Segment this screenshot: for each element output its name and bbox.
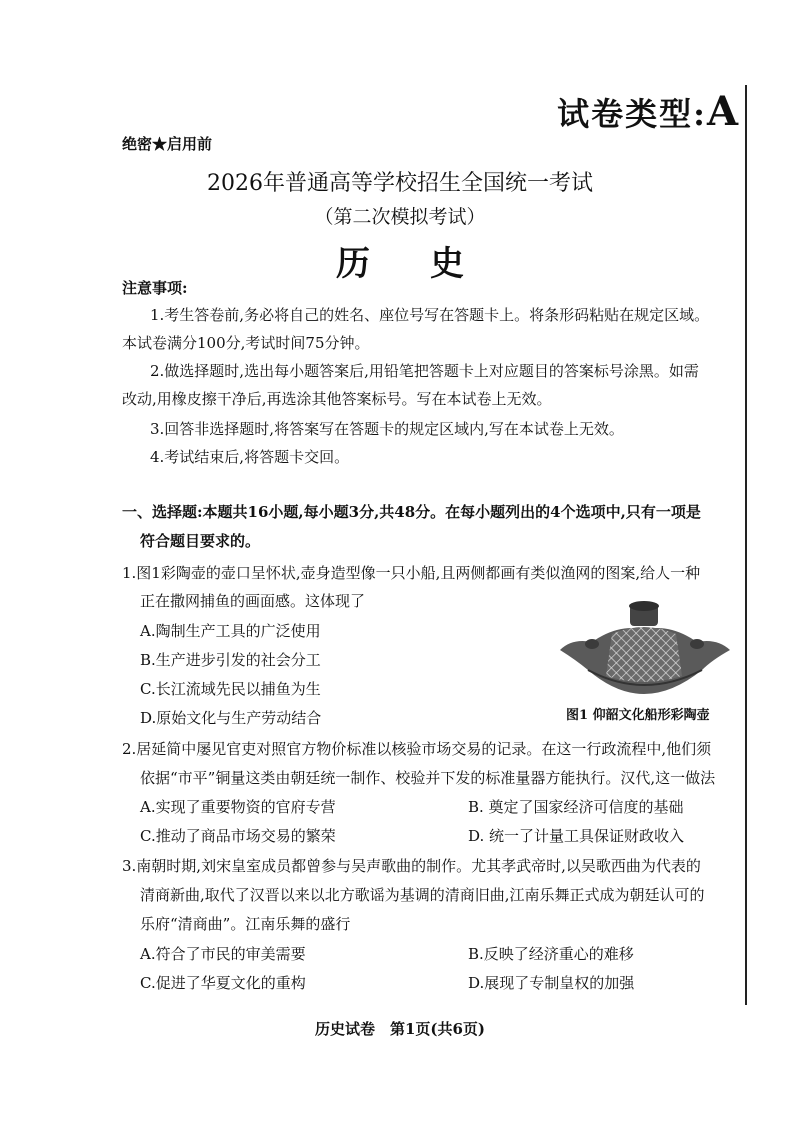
figure-caption: 图1 仰韶文化船形彩陶壶 bbox=[566, 708, 710, 723]
subject-title: 历史 bbox=[336, 244, 524, 284]
question-2-stem: 依据“市平”铜量这类由朝廷统一制作、校验并下发的标准量器方能执行。汉代,这一做法 bbox=[140, 769, 716, 787]
notice-line: 本试卷满分100分,考试时间75分钟。 bbox=[122, 334, 370, 352]
notice-line: 改动,用橡皮擦干净后,再选涂其他答案标号。写在本试卷上无效。 bbox=[122, 390, 552, 408]
notice-heading: 注意事项: bbox=[122, 279, 188, 297]
question-2-option-c: C.推动了商品市场交易的繁荣 bbox=[140, 827, 336, 845]
question-3-option-a: A.符合了市民的审美需要 bbox=[140, 945, 306, 963]
exam-title: 2026年普通高等学校招生全国统一考试 bbox=[207, 171, 593, 196]
notice-line: 2.做选择题时,选出每小题答案后,用铅笔把答题卡上对应题目的答案标号涂黑。如需 bbox=[150, 362, 699, 380]
question-1-option-c: C.长江流域先民以捕鱼为生 bbox=[140, 680, 321, 698]
paper-type-letter: A bbox=[706, 88, 740, 135]
question-3-stem: 乐府“清商曲”。江南乐舞的盛行 bbox=[140, 915, 351, 933]
question-3-stem: 3.南朝时期,刘宋皇室成员都曾参与吴声歌曲的制作。尤其孝武帝时,以吴歌西曲为代表的 bbox=[122, 857, 701, 875]
question-1-option-a: A.陶制生产工具的广泛使用 bbox=[140, 622, 321, 640]
question-1-option-d: D.原始文化与生产劳动结合 bbox=[140, 709, 322, 727]
notice-line: 1.考生答卷前,务必将自己的姓名、座位号写在答题卡上。将条形码粘贴在规定区域。 bbox=[150, 306, 710, 324]
question-1-option-b: B.生产进步引发的社会分工 bbox=[140, 651, 321, 669]
question-2-option-d: D. 统一了计量工具保证财政收入 bbox=[468, 827, 685, 845]
question-3-option-c: C.促进了华夏文化的重构 bbox=[140, 974, 306, 992]
pottery-pot-figure bbox=[552, 598, 737, 698]
notice-line: 4.考试结束后,将答题卡交回。 bbox=[150, 448, 350, 466]
page-footer: 历史试卷 第1页(共6页) bbox=[314, 1020, 486, 1038]
question-2-option-a: A.实现了重要物资的官府专营 bbox=[140, 798, 336, 816]
paper-type: 试卷类型:A bbox=[557, 88, 740, 135]
section-heading: 一、选择题:本题共16小题,每小题3分,共48分。在每小题列出的4个选项中,只有一项是 bbox=[122, 503, 701, 521]
question-1-stem: 正在撒网捕鱼的画面感。这体现了 bbox=[140, 592, 366, 610]
notice-line: 3.回答非选择题时,将答案写在答题卡的规定区域内,写在本试卷上无效。 bbox=[150, 420, 624, 438]
question-3-option-b: B.反映了经济重心的难移 bbox=[468, 945, 634, 963]
section-heading-cont: 符合题目要求的。 bbox=[140, 532, 261, 550]
question-2-option-b: B. 奠定了国家经济可信度的基础 bbox=[468, 798, 684, 816]
question-2-stem: 2.居延简中屡见官吏对照官方物价标准以核验市场交易的记录。在这一行政流程中,他们须 bbox=[122, 740, 712, 758]
exam-subtitle: （第二次模拟考试） bbox=[314, 206, 486, 228]
question-3-stem: 清商新曲,取代了汉晋以来以北方歌谣为基调的清商旧曲,江南乐舞正式成为朝廷认可的 bbox=[140, 886, 705, 904]
question-1-stem: 1.图1彩陶壶的壶口呈怀状,壶身造型像一只小船,且两侧都画有类似渔网的图案,给人一种 bbox=[122, 564, 701, 582]
secret-label: 绝密★启用前 bbox=[122, 135, 213, 153]
question-3-option-d: D.展现了专制皇权的加强 bbox=[468, 974, 635, 992]
